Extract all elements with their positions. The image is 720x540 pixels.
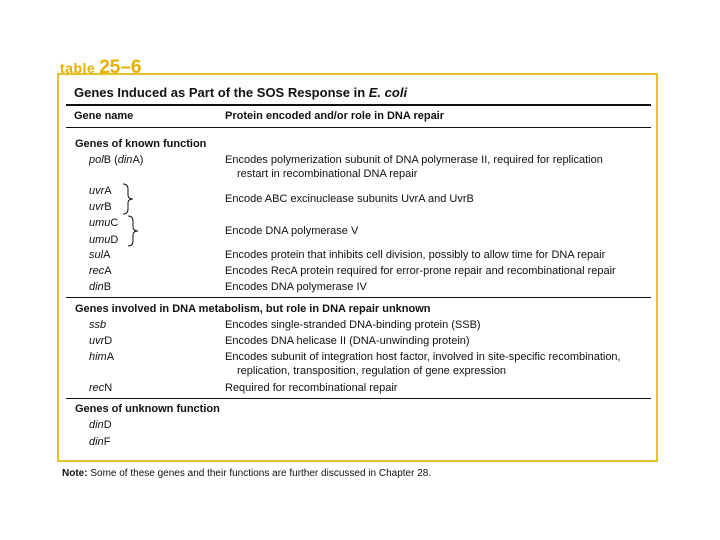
brace-umu-icon: [126, 215, 140, 247]
table-number: 25–6: [99, 57, 142, 78]
rule-section-2: [66, 297, 651, 298]
col-header-gene: Gene name: [74, 110, 134, 122]
gene-uvrD: uvrD: [89, 335, 113, 347]
table-note: [62, 468, 431, 479]
desc-polB-cont: restart in recombinational DNA repair: [237, 168, 418, 180]
section-heading: Genes of unknown function: [75, 403, 220, 415]
section-heading: Genes involved in DNA metabolism, but role in DNA repair unknown: [75, 303, 431, 315]
note-text: Some of these genes and their functions are further discussed in Chapter 28.: [90, 468, 432, 479]
gene-dinB: dinB: [89, 281, 112, 293]
gene-recN: recN: [89, 382, 113, 394]
desc-uvr: Encode ABC excinuclease subunits UvrA and UvrB: [225, 193, 474, 205]
note-label: Note:: [62, 468, 88, 479]
title-organism: E. coli: [368, 85, 408, 100]
desc-recA: Encodes RecA protein required for error-prone repair and recombinational repair: [225, 265, 616, 277]
rule-section-3: [66, 398, 651, 399]
gene-recA: recA: [89, 265, 112, 277]
gene-uvrB: uvrB: [89, 201, 112, 213]
gene-umuD: umuD: [89, 234, 119, 246]
gene-sulA: sulA: [89, 249, 111, 261]
desc-polB: Encodes polymerization subunit of DNA polymerase II, required for replication: [225, 154, 603, 166]
rule-top: [66, 104, 651, 106]
gene-uvrA: uvrA: [89, 185, 112, 197]
gene-polB: polB (dinA): [89, 154, 144, 166]
title-text: Genes Induced as Part of the SOS Response in: [74, 85, 366, 100]
desc-sulA: Encodes protein that inhibits cell division, possibly to allow time for DNA repair: [225, 249, 606, 261]
desc-himA: Encodes subunit of integration host factor, involved in site-specific recombination,: [225, 351, 621, 363]
table-title: [74, 85, 407, 100]
desc-himA-cont: replication, transposition, regulation of gene expression: [237, 365, 507, 377]
rule-header: [66, 127, 651, 128]
gene-himA: himA: [89, 351, 115, 363]
col-header-protein: Protein encoded and/or role in DNA repair: [225, 110, 445, 122]
desc-uvrD: Encodes DNA helicase II (DNA-unwinding protein): [225, 335, 470, 347]
gene-umuC: umuC: [89, 217, 119, 229]
table-label-word: table: [60, 60, 96, 76]
section-heading: Genes of known function: [75, 138, 207, 150]
desc-ssb: Encodes single-stranded DNA-binding protein (SSB): [225, 319, 481, 331]
gene-ssb: ssb: [89, 319, 107, 331]
desc-recN: Required for recombinational repair: [225, 382, 398, 394]
brace-uvr-icon: [121, 183, 135, 215]
gene-dinF: dinF: [89, 436, 111, 448]
desc-umu: Encode DNA polymerase V: [225, 225, 359, 237]
desc-dinB: Encodes DNA polymerase IV: [225, 281, 367, 293]
gene-dinD: dinD: [89, 419, 112, 431]
